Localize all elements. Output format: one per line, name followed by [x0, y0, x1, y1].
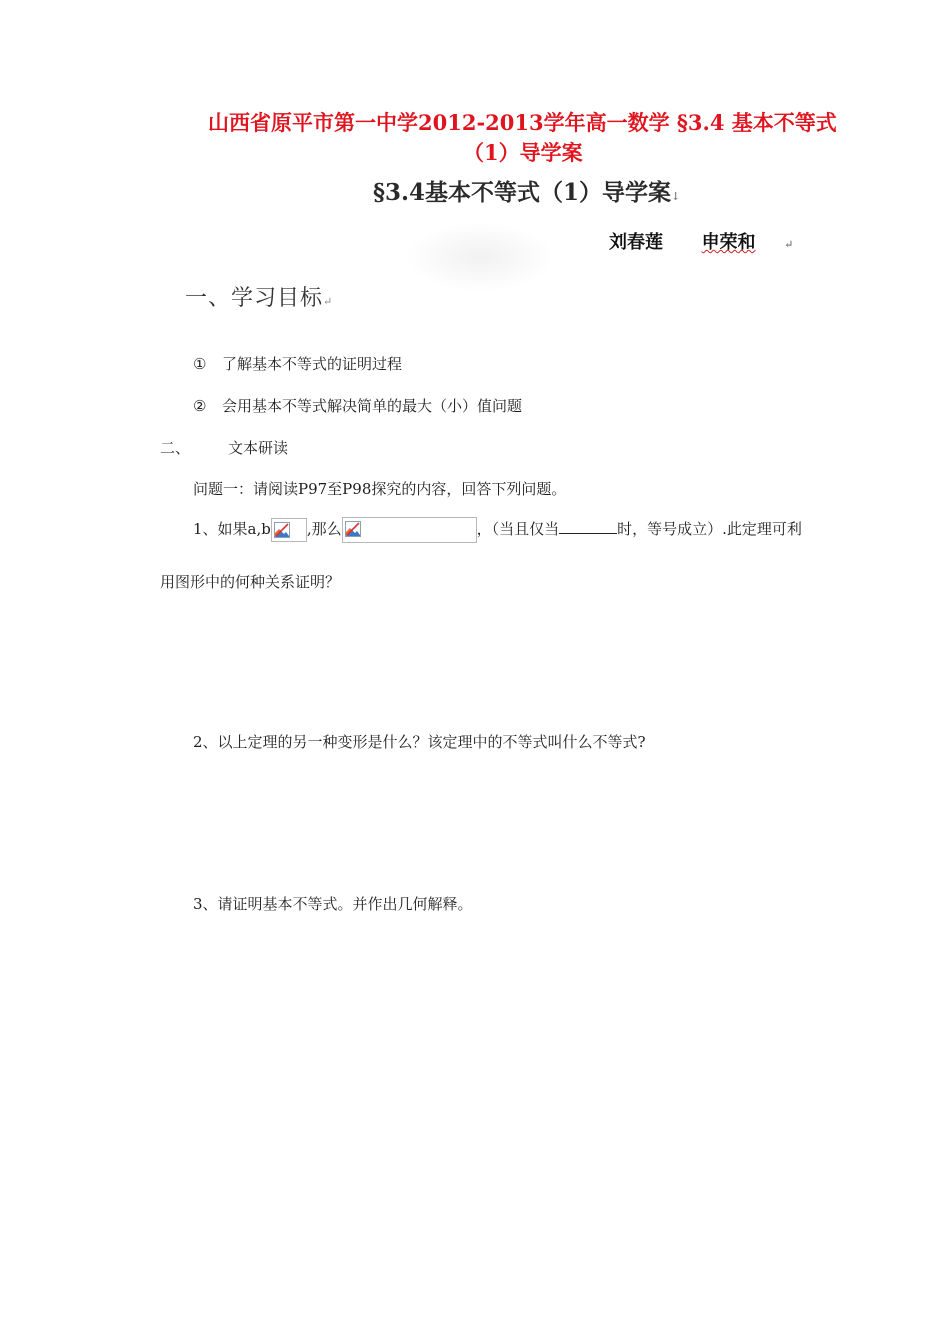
question-intro: 问题一：请阅读P97至P98探究的内容，回答下列问题。: [193, 480, 567, 498]
section-heading-objectives: [185, 281, 333, 312]
broken-image-icon: [342, 517, 477, 543]
author-1: 刘春莲: [609, 232, 663, 253]
section-heading-reading: 文本研读: [228, 439, 289, 457]
question-1: [193, 516, 802, 543]
document-title-line2: （1）导学案: [463, 140, 583, 165]
objective-item: [193, 353, 402, 374]
objective-text: 了解基本不等式的证明过程: [222, 355, 403, 373]
q1-after: ，（当且仅当: [476, 520, 560, 538]
question-1-continued: 用图形中的何种关系证明？: [160, 573, 341, 591]
image-title-text: §3.4基本不等式（1）导学案: [373, 179, 672, 206]
section-heading-text: 一、学习目标: [185, 286, 324, 311]
authors: [609, 228, 793, 254]
author-2: 申荣和: [701, 232, 756, 253]
q1-suffix: 时，等号成立）.此定理可利: [617, 520, 802, 538]
objective-number: ①: [193, 355, 207, 373]
image-title: [373, 174, 680, 207]
paragraph-mark: ↵: [784, 238, 794, 251]
document-title-line1: 山西省原平市第一中学2012-2013学年高一数学 §3.4 基本不等式: [208, 110, 837, 135]
image-placeholder-icon: [274, 522, 290, 538]
question-2: 2、以上定理的另一种变形是什么？该定理中的不等式叫什么不等式?: [193, 733, 646, 751]
question-3: 3、请证明基本不等式。并作出几何解释。: [193, 895, 473, 913]
section-number: 二、: [160, 439, 191, 457]
q1-prefix: 1、如果a,b: [193, 520, 271, 538]
paragraph-mark: ↓: [671, 190, 681, 203]
objective-number: ②: [193, 397, 207, 415]
image-placeholder-icon: [345, 521, 361, 537]
faint-watermark: [405, 222, 555, 292]
answer-blank: [559, 519, 617, 534]
broken-image-icon: [271, 518, 307, 542]
q1-mid: ,那么: [306, 520, 342, 538]
objective-text: 会用基本不等式解决简单的最大（小）值问题: [222, 397, 523, 415]
paragraph-mark: ↵: [323, 295, 334, 308]
objective-item: [193, 395, 522, 416]
